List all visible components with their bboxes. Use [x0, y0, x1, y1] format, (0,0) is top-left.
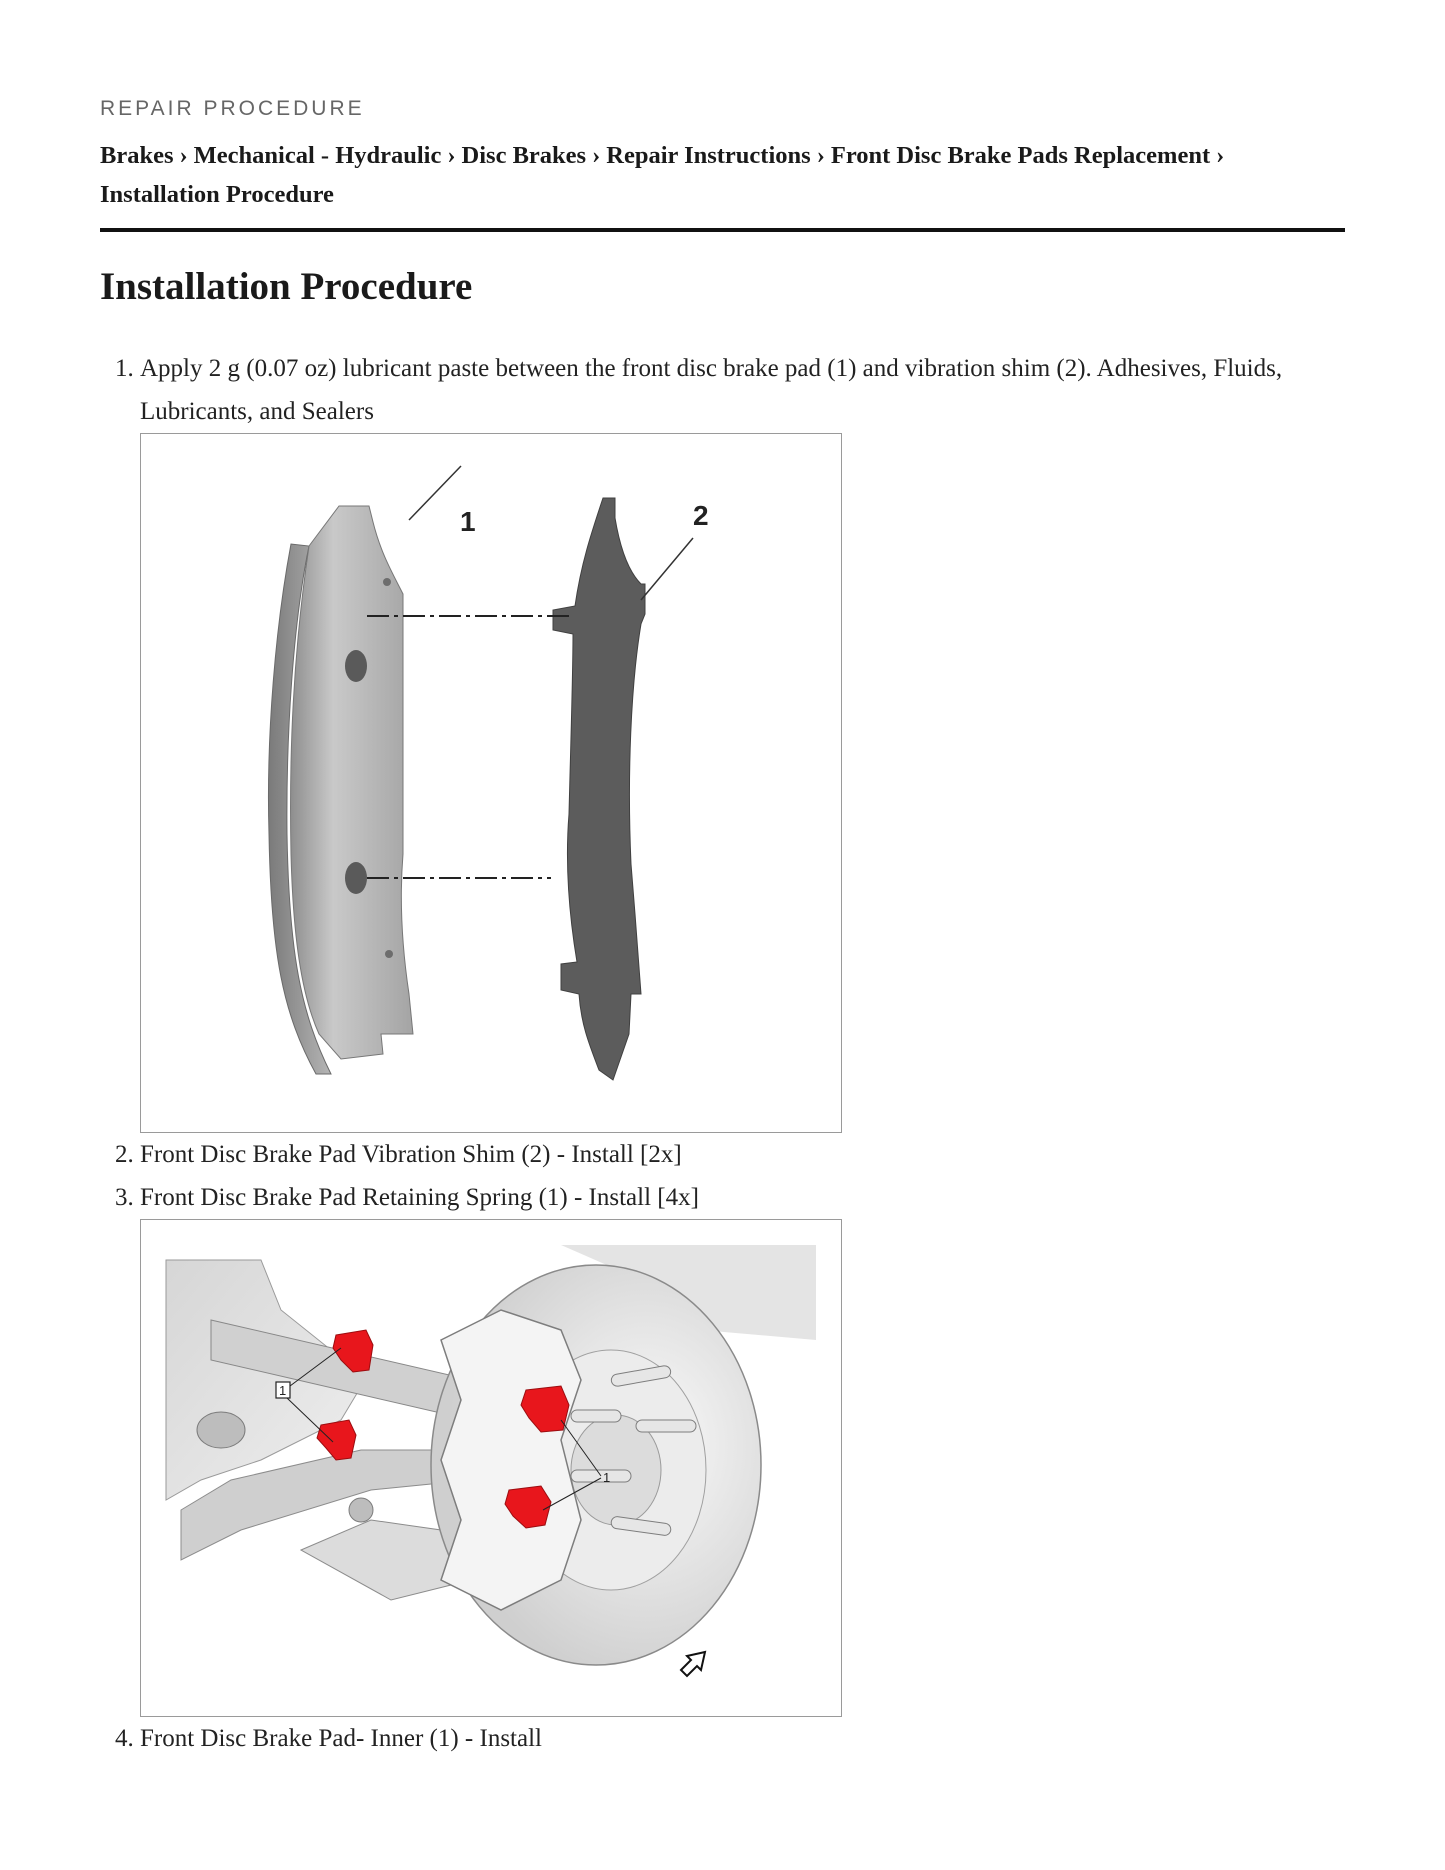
procedure-steps [100, 347, 1385, 1760]
brake-pad-shim-drawing [141, 434, 841, 1131]
pad-hole-lower [345, 862, 367, 894]
callout-label-2: 2 [693, 500, 709, 531]
step-item [140, 347, 1385, 1133]
retaining-spring-illustration [140, 1219, 842, 1717]
breadcrumb [100, 136, 1345, 214]
leader-line-1 [409, 466, 461, 520]
caliper-bracket-drawing [141, 1220, 841, 1715]
callout-label-1: 1 [460, 506, 476, 537]
step-text: Front Disc Brake Pad Retaining Spring (1) - Install [4x] [140, 1184, 699, 1211]
step-item [140, 1133, 1385, 1176]
breadcrumb-separator: › [1216, 142, 1225, 169]
breadcrumb-item-repair-instructions[interactable]: Repair Instructions [606, 142, 811, 169]
step-item [140, 1176, 1385, 1717]
breadcrumb-separator: › [447, 142, 456, 169]
step-text: Front Disc Brake Pad- Inner (1) - Install [140, 1725, 542, 1752]
brake-pad-face [291, 506, 413, 1059]
breadcrumb-separator: › [592, 142, 601, 169]
breadcrumb-item-current: Installation Procedure [100, 181, 334, 208]
breadcrumb-item-disc-brakes[interactable]: Disc Brakes [461, 142, 587, 169]
breadcrumb-item-brakes[interactable]: Brakes [100, 142, 174, 169]
step-text: Front Disc Brake Pad Vibration Shim (2) - Install [2x] [140, 1141, 682, 1168]
callout-label-right: 1 [603, 1470, 611, 1485]
breadcrumb-item-mechanical-hydraulic[interactable]: Mechanical - Hydraulic [193, 142, 442, 169]
callout-label-left: 1 [279, 1383, 287, 1398]
leader-line-2 [641, 538, 693, 600]
step-item [140, 1717, 1385, 1760]
pad-hole-upper [345, 650, 367, 682]
breadcrumb-item-pads-replacement[interactable]: Front Disc Brake Pads Replacement [830, 142, 1211, 169]
breadcrumb-separator: › [816, 142, 825, 169]
header-divider [100, 228, 1345, 232]
caliper-bracket [441, 1310, 581, 1610]
vibration-shim [553, 498, 645, 1080]
step-text: Apply 2 g (0.07 oz) lubricant paste between the front disc brake pad (1) and vibration shim (2). Adhesives, Fluids, Lubricants, and Sealers [140, 355, 1283, 425]
page-title: Installation Procedure [100, 265, 473, 308]
brake-pad-shim-illustration [140, 433, 842, 1133]
breadcrumb-separator: › [179, 142, 188, 169]
section-eyebrow: REPAIR PROCEDURE [100, 97, 365, 120]
